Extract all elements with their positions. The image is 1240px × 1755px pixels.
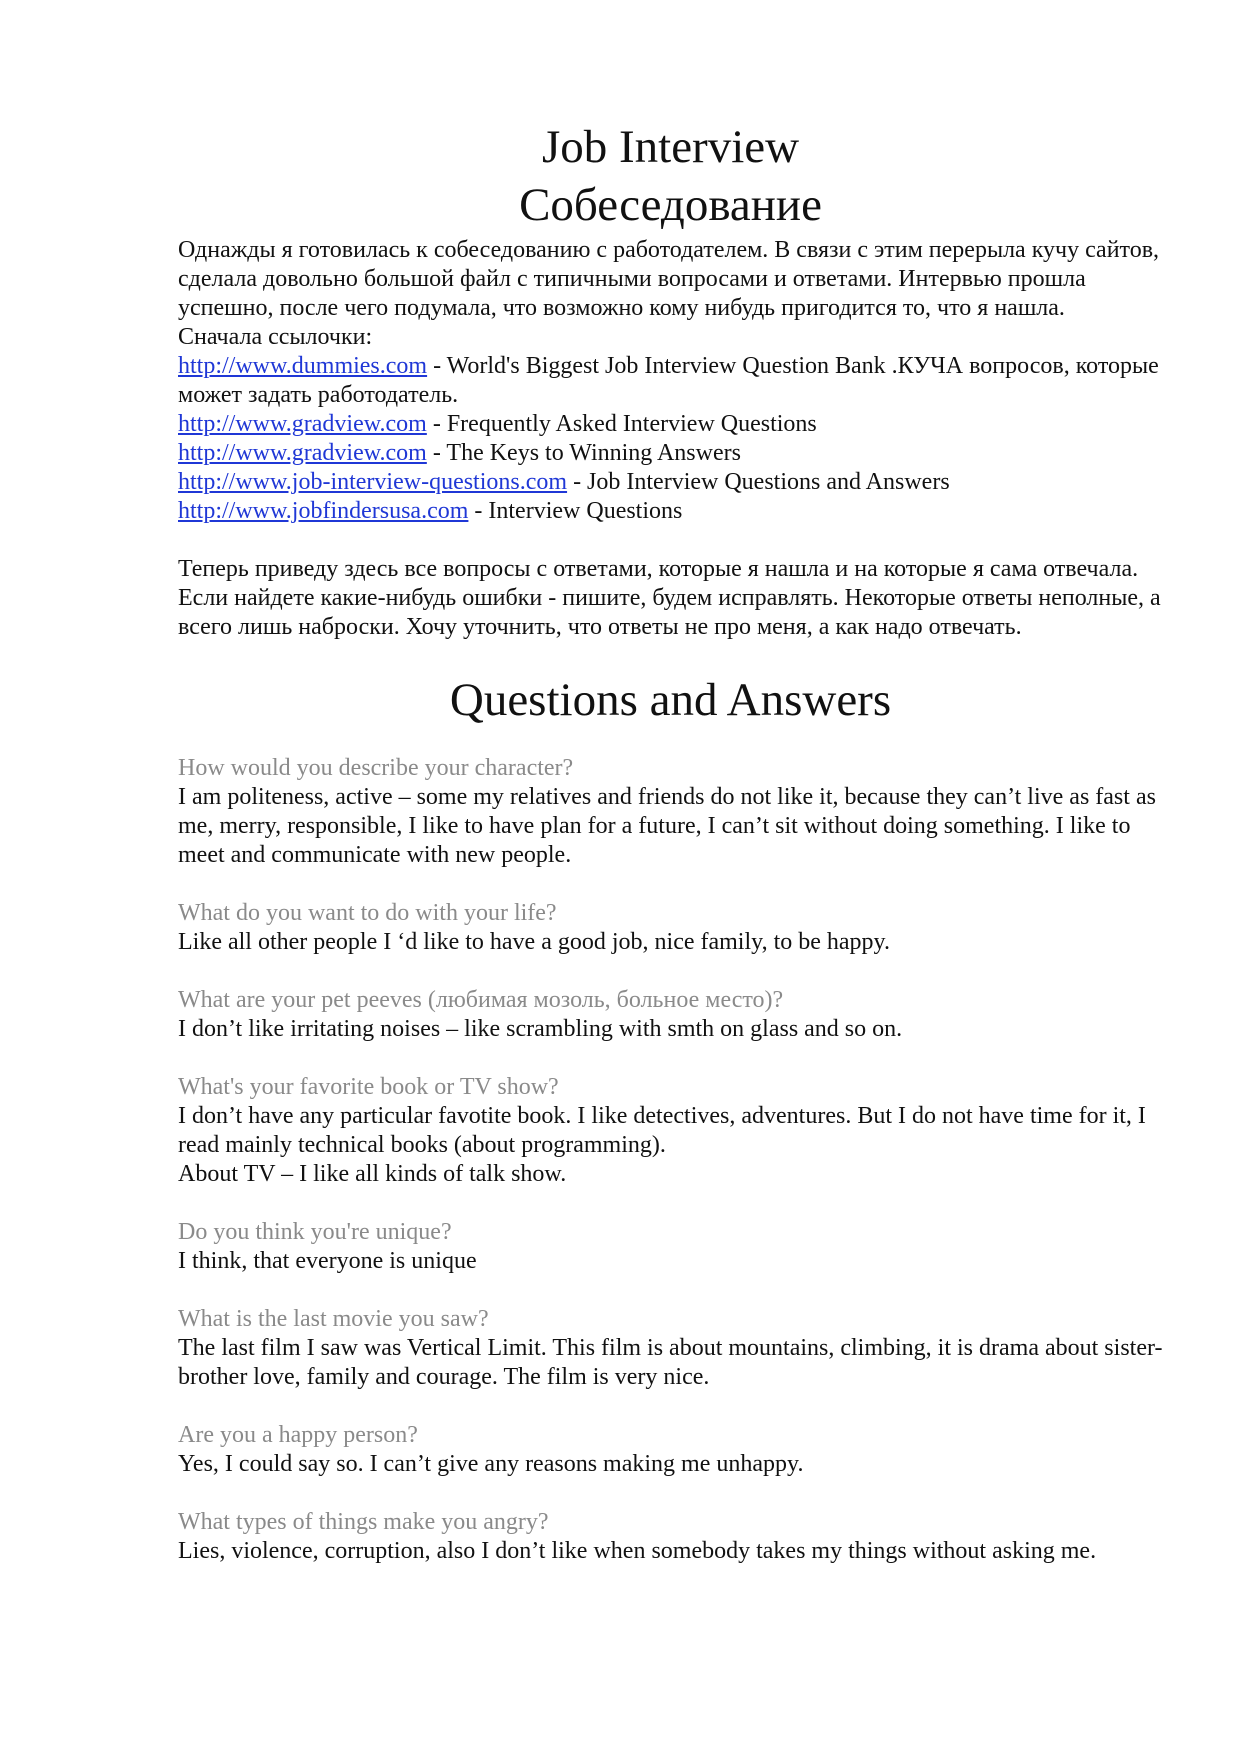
qa-item — [178, 1508, 1163, 1566]
link-description: - The Keys to Winning Answers — [426, 440, 741, 466]
qa-item — [178, 754, 1163, 870]
question-text: What types of things make you angry? — [178, 1509, 549, 1535]
document-content — [178, 118, 1163, 1595]
link-row — [178, 352, 1163, 410]
link-description: - Interview Questions — [468, 498, 683, 524]
question-text: Do you think you're unique? — [178, 1219, 452, 1245]
intro-paragraph: Однажды я готовилась к собеседованию с работодателем. В связи с этим перерыла кучу сайтов, сделала довольно большой файл с типичными вопросами и ответами. Интервью прошла успешно, после чего подумала, что возможно кому нибудь пригодится то, что я нашла. — [178, 237, 1160, 321]
question-text: What is the last movie you saw? — [178, 1306, 489, 1332]
answer-text: The last film I saw was Vertical Limit. This film is about mountains, climbing, it is drama about sister-brother love, family and courage. The film is very nice. — [178, 1335, 1163, 1390]
answer-text: Like all other people I ‘d like to have a good job, nice family, to be happy. — [178, 929, 890, 955]
outro-paragraph: Теперь приведу здесь все вопросы с ответами, которые я нашла и на которые я сама отвечала. Если найдете какие-нибудь ошибки - пишите, будем исправлять. Некоторые ответы неполные, а всего лишь наброски. Хочу уточнить, что ответы не про меня, а как надо отвечать. — [178, 556, 1161, 640]
link-row — [178, 497, 1163, 526]
link-job-interview-questions[interactable]: http://www.job-interview-questions.com — [178, 469, 568, 495]
qa-item — [178, 1073, 1163, 1189]
answer-text: I don’t like irritating noises – like scrambling with smth on glass and so on. — [178, 1016, 903, 1042]
page-title: Job Interview — [541, 121, 800, 173]
link-description: - Job Interview Questions and Answers — [567, 469, 950, 495]
link-description: - Frequently Asked Interview Questions — [426, 411, 817, 437]
link-description: - World's Biggest Job Interview Question Bank .КУЧА вопросов, которые может задать работодатель. — [178, 353, 1159, 408]
links-heading: Сначала ссылочки: — [178, 324, 373, 350]
question-text: How would you describe your character? — [178, 755, 574, 781]
question-text: What are your pet peeves (любимая мозоль, больное место)? — [178, 987, 784, 1013]
section-title: Questions and Answers — [449, 674, 892, 726]
link-dummies[interactable]: http://www.dummies.com — [178, 353, 428, 379]
qa-list — [178, 754, 1163, 1566]
qa-item — [178, 1305, 1163, 1392]
link-row — [178, 410, 1163, 439]
answer-text: I don’t have any particular favotite book. I like detectives, adventures. But I do not have time for it, I read mainly technical books (about programming). — [178, 1103, 1146, 1158]
page-subtitle: Собеседование — [519, 179, 822, 231]
answer-text: I think, that everyone is unique — [178, 1248, 477, 1274]
answer-text: About TV – I like all kinds of talk show. — [178, 1161, 567, 1187]
question-text: What's your favorite book or TV show? — [178, 1074, 559, 1100]
qa-item — [178, 986, 1163, 1044]
link-row — [178, 439, 1163, 468]
qa-item — [178, 899, 1163, 957]
question-text: What do you want to do with your life? — [178, 900, 557, 926]
link-row — [178, 468, 1163, 497]
spacer — [178, 526, 1163, 555]
question-text: Are you a happy person? — [178, 1422, 418, 1448]
answer-text: Lies, violence, corruption, also I don’t like when somebody takes my things without asking me. — [178, 1538, 1097, 1564]
links-list — [178, 352, 1163, 526]
link-jobfindersusa[interactable]: http://www.jobfindersusa.com — [178, 498, 469, 524]
link-gradview-faq[interactable]: http://www.gradview.com — [178, 411, 427, 437]
qa-item — [178, 1218, 1163, 1276]
link-gradview-keys[interactable]: http://www.gradview.com — [178, 440, 427, 466]
qa-item — [178, 1421, 1163, 1479]
answer-text: Yes, I could say so. I can’t give any reasons making me unhappy. — [178, 1451, 804, 1477]
answer-text: I am politeness, active – some my relatives and friends do not like it, because they can’t live as fast as me, merry, responsible, I like to have plan for a future, I can’t sit without doing something. I like to meet and communicate with new people. — [178, 784, 1156, 868]
